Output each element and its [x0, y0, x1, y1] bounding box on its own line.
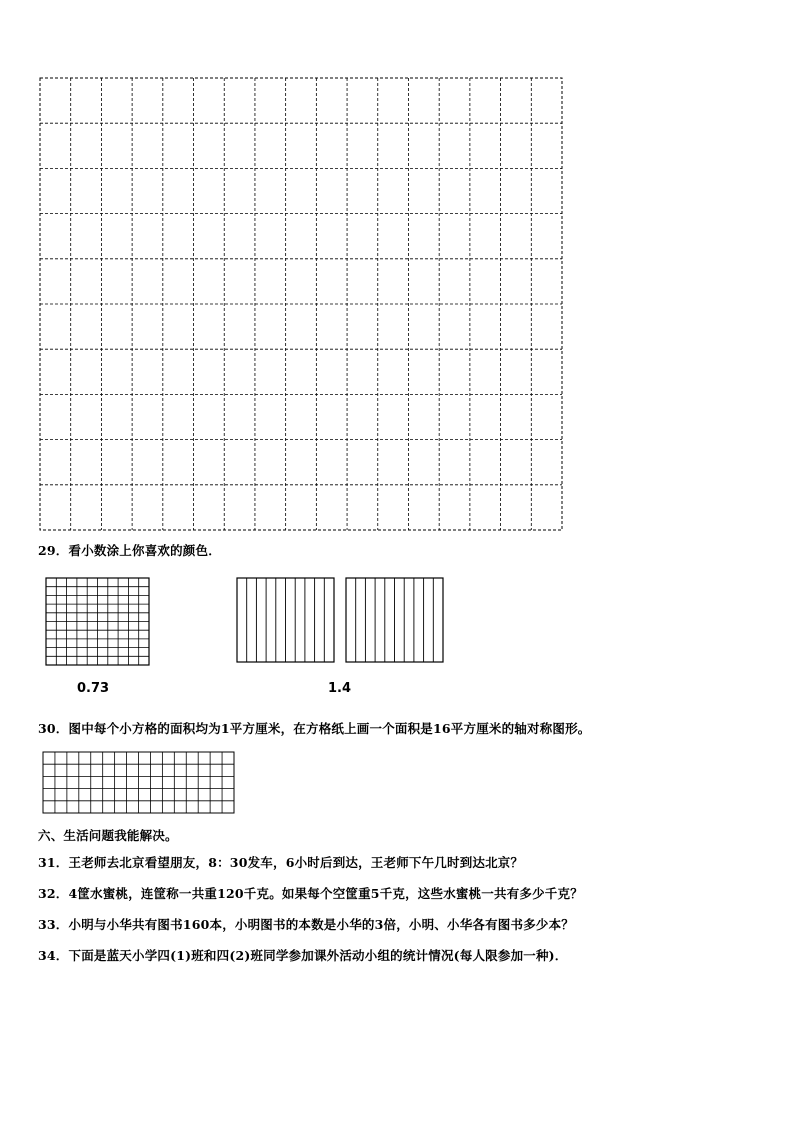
- tenths-strip-grid-2: [345, 577, 444, 663]
- question-text: 小明与小华共有图书160本，小明图书的本数是小华的3倍，小明、小华各有图书多少本？: [68, 917, 574, 932]
- question-number: 30．: [38, 721, 69, 736]
- question-text: 下面是蓝天小学四(1)班和四(2)班同学参加课外活动小组的统计情况(每人限参加一种)．: [68, 948, 568, 963]
- question-30: [38, 719, 591, 737]
- decimal-label-1-4: 1.4: [328, 681, 352, 696]
- question-number: 29．: [38, 543, 69, 558]
- question-text: 图中每个小方格的面积均为1平方厘米，在方格纸上画一个面积是16平方厘米的轴对称图形。: [68, 721, 591, 736]
- square-grid-paper[interactable]: [42, 751, 235, 814]
- question-text: 4筐水蜜桃，连筐称一共重120千克。如果每个空筐重5千克，这些水蜜桃一共有多少千克？: [68, 886, 583, 901]
- dashed-grid-paper: [39, 77, 565, 532]
- question-34: [38, 946, 567, 964]
- question-number: 31．: [38, 855, 69, 870]
- question-29: [38, 541, 221, 559]
- tenths-strip-grid-1: [236, 577, 335, 663]
- question-number: 34．: [38, 948, 69, 963]
- question-text: 看小数涂上你喜欢的颜色．: [68, 543, 221, 558]
- question-text: 王老师去北京看望朋友，8：30发车，6小时后到达，王老师下午几时到达北京？: [68, 855, 524, 870]
- question-31: [38, 853, 523, 871]
- section-title: 六、生活问题我能解决。: [38, 828, 178, 843]
- question-33: [38, 915, 574, 933]
- question-number: 32．: [38, 886, 69, 901]
- question-32: [38, 884, 583, 902]
- question-number: 33．: [38, 917, 69, 932]
- hundred-square-grid: [45, 577, 150, 666]
- decimal-label-0-73: 0.73: [77, 681, 110, 696]
